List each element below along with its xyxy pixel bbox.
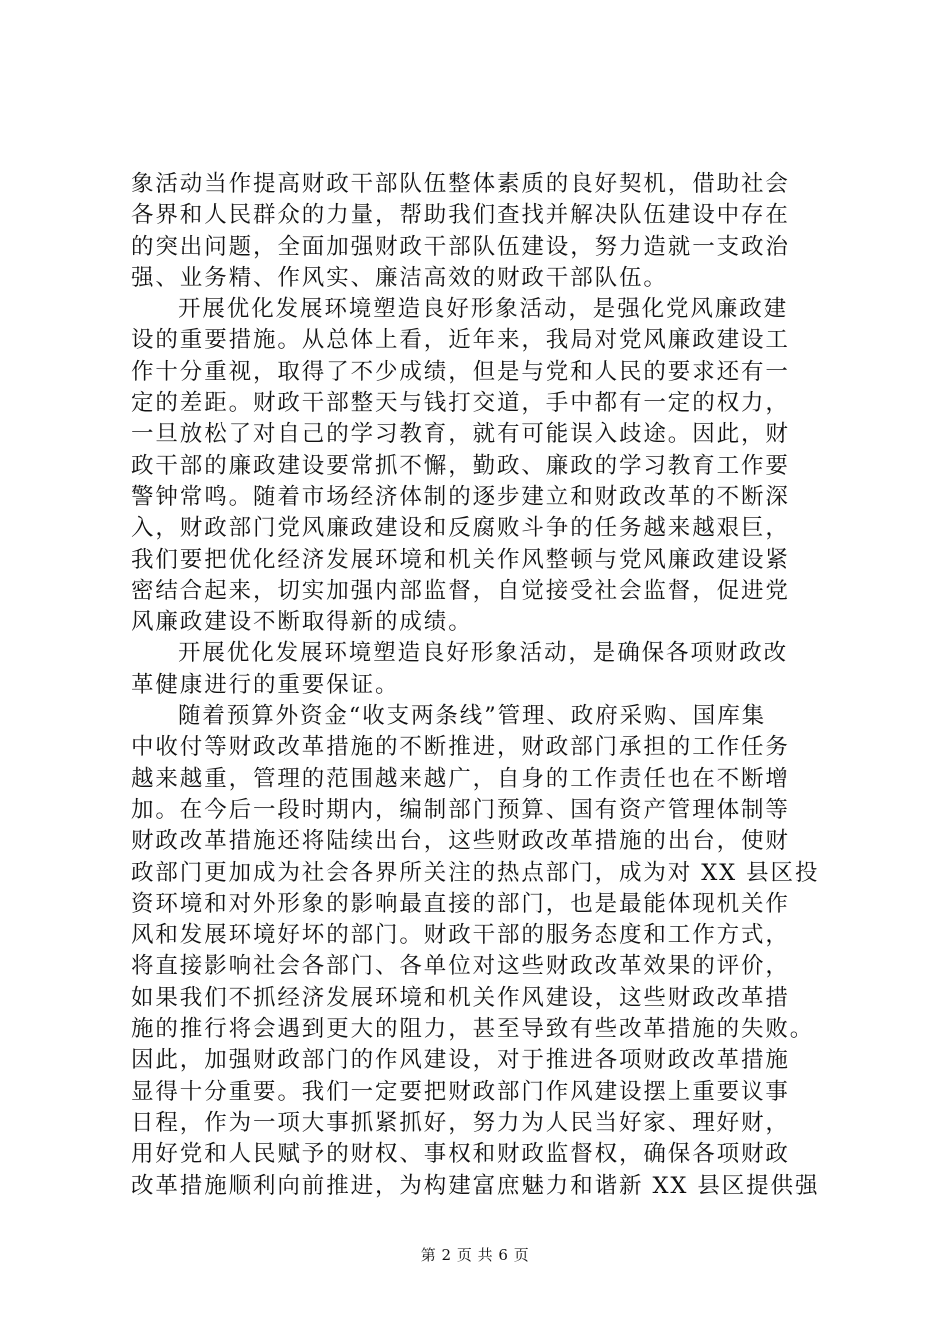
text-line: 财政改革措施还将陆续出台，这些财政改革措施的出台，使财 — [131, 828, 790, 855]
text-line: 入，财政部门党风廉政建设和反腐败斗争的任务越来越艰巨， — [131, 515, 790, 542]
text-line: 加。在今后一段时期内，编制部门预算、国有资产管理体制等 — [131, 796, 790, 823]
text-line: 资环境和对外形象的影响最直接的部门，也是最能体现机关作 — [131, 890, 790, 917]
text-line: 作十分重视，取得了不少成绩，但是与党和人民的要求还有一 — [131, 358, 790, 385]
text-line: 用好党和人民赋予的财权、事权和财政监督权，确保各项财政 — [131, 1141, 790, 1168]
text-line: 风廉政建设不断取得新的成绩。 — [131, 609, 473, 636]
text-line: 警钟常鸣。随着市场经济体制的逐步建立和财政改革的不断深 — [131, 483, 790, 510]
page-footer: 第 2 页 共 6 页 — [420, 1246, 530, 1264]
text-line: 施的推行将会遇到更大的阻力，甚至导致有些改革措施的失败。 — [131, 1016, 815, 1043]
text-line: 各界和人民群众的力量，帮助我们查找并解决队伍建设中存在 — [131, 202, 790, 229]
text-line: 显得十分重要。我们一定要把财政部门作风建设摆上重要议事 — [131, 1078, 790, 1105]
text-line: 日程，作为一项大事抓紧抓好，努力为人民当好家、理好财， — [131, 1109, 790, 1136]
text-line: 密结合起来，切实加强内部监督，自觉接受社会监督，促进党 — [131, 577, 790, 604]
text-line: 政部门更加成为社会各界所关注的热点部门，成为对 XX 县区投 — [131, 859, 820, 886]
text-line: 强、业务精、作风实、廉洁高效的财政干部队伍。 — [131, 264, 668, 291]
text-line: 随着预算外资金“收支两条线”管理、政府采购、国库集 — [178, 703, 767, 730]
text-line: 开展优化发展环境塑造良好形象活动，是强化党风廉政建 — [178, 296, 789, 323]
text-line: 改革措施顺利向前推进，为构建富庶魅力和谐新 XX 县区提供强 — [131, 1172, 820, 1199]
text-line: 革健康进行的重要保证。 — [131, 671, 400, 698]
text-line: 象活动当作提高财政干部队伍整体素质的良好契机，借助社会 — [131, 171, 790, 197]
text-line: 因此，加强财政部门的作风建设，对于推进各项财政改革措施 — [131, 1047, 790, 1074]
body-text — [131, 169, 856, 1202]
text-line: 开展优化发展环境塑造良好形象活动，是确保各项财政改 — [178, 640, 789, 667]
text-line: 定的差距。财政干部整天与钱打交道，手中都有一定的权力， — [131, 390, 790, 417]
text-line: 的突出问题，全面加强财政干部队伍建设，努力造就一支政治 — [131, 233, 790, 260]
text-line: 风和发展环境好坏的部门。财政干部的服务态度和工作方式， — [131, 922, 790, 949]
text-line: 将直接影响社会各部门、各单位对这些财政改革效果的评价， — [131, 953, 790, 980]
text-line: 一旦放松了对自己的学习教育，就有可能误入歧途。因此，财 — [131, 421, 790, 448]
text-line: 中收付等财政改革措施的不断推进，财政部门承担的工作任务 — [131, 734, 790, 761]
text-line: 越来越重，管理的范围越来越广，自身的工作责任也在不断增 — [131, 765, 790, 792]
text-line: 设的重要措施。从总体上看，近年来，我局对党风廉政建设工 — [131, 327, 790, 354]
text-line: 如果我们不抓经济发展环境和机关作风建设，这些财政改革措 — [131, 984, 790, 1011]
text-line: 我们要把优化经济发展环境和机关作风整顿与党风廉政建设紧 — [131, 546, 790, 573]
text-line: 政干部的廉政建设要常抓不懈，勤政、廉政的学习教育工作要 — [131, 452, 790, 479]
